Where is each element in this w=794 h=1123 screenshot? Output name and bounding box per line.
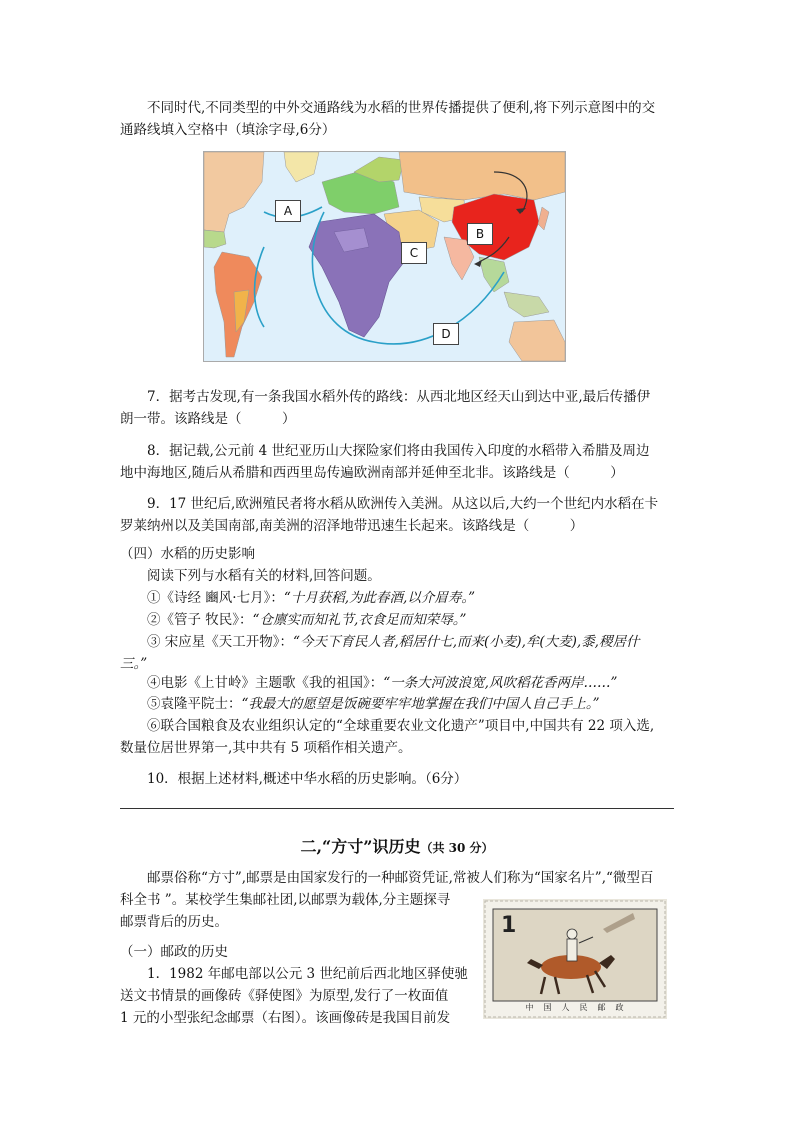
part4-intro: 阅读下列与水稻有关的材料,回答问题。 [147,568,381,584]
map-label-d: D [433,323,459,345]
material-3-label: ③ 宋应星《天工开物》： [147,634,294,650]
section2-title [0,834,794,857]
map-label-b: B [467,223,493,245]
section2-p1-line-2: 科全书 ”。某校学生集邮社团,以邮票为载体,分主题探寻 [120,892,451,908]
section2-p1-line-3: 邮票背后的历史。 [120,914,228,930]
rice-route-map [203,151,566,362]
section-divider [120,808,674,809]
map-label-a: A [275,200,301,222]
material-2 [147,609,677,631]
intro-line-1: 不同时代,不同类型的中外交通路线为水稻的世界传播提供了便利,将下列示意图中的交 [147,100,656,116]
q8-line-2: 地中海地区,随后从希腊和西西里岛传遍欧洲南部并延伸至北非。该路线是（ ） [120,465,624,481]
material-1-quote: “十月获稻,为此春酒,以介眉寿。” [283,590,475,606]
q1-line-1: 1．1982 年邮电部以公元 3 世纪前后西北地区驿使驰 [147,966,468,982]
world-map-graphic [204,152,565,361]
material-4 [147,672,677,694]
material-5-label: ⑤袁隆平院士： [147,696,242,712]
material-4-quote: “一条大河波浪宽,风吹稻花香两岸……” [383,675,618,691]
q1-line-3: 1 元的小型张纪念邮票（右图）。该画像砖是我国目前发 [120,1010,451,1026]
q9-line-1: 9．17 世纪后,欧洲殖民者将水稻从欧洲传入美洲。从这以后,大约一个世纪内水稻在卡 [147,496,659,512]
material-3-cont: 三。” [120,656,148,672]
material-3-quote: “今天下育民人者,稻居什七,而来(小麦),牟(大麦),黍,稷居什 [293,634,640,650]
material-3 [147,631,677,653]
stamp-denomination: 1 [501,913,517,938]
q7-line-2: 朗一带。该路线是（ ） [120,411,296,427]
q8-line-1: 8．据记载,公元前 4 世纪亚历山大探险家们将由我国传入印度的水稻带入希腊及周边 [147,443,650,459]
material-2-quote: “仓廪实而知礼节,衣食足而知荣辱。” [252,612,467,628]
q7-line-1: 7．据考古发现,有一条我国水稻外传的路线：从西北地区经天山到达中亚,最后传播伊 [147,389,651,405]
q1-line-2: 送文书情景的画像砖《驿使图》为原型,发行了一枚面值 [120,988,449,1004]
material-5-quote: “我最大的愿望是饭碗要牢牢地掌握在我们中国人自己手上。” [241,696,600,712]
q9-line-2: 罗莱纳州以及美国南部,南美洲的沼泽地带迅速生长起来。该路线是（ ） [120,518,584,534]
section2-p1-line-1: 邮票俗称“方寸”,邮票是由国家发行的一种邮资凭证,常被人们称为“国家名片”,“微型百 [147,870,654,886]
material-6-line-1: ⑥联合国粮食及农业组织认定的“全球重要农业文化遗产”项目中,中国共有 22 项入选, [147,718,655,734]
stamp-caption: 中 国 人 民 邮 政 [525,1003,625,1012]
section2-score: （共 30 分） [420,841,494,855]
material-6-line-2: 数量位居世界第一,其中共有 5 项稻作相关遗产。 [120,740,412,756]
q10: 10．根据上述材料,概述中华水稻的历史影响。（6分） [147,771,468,787]
material-4-label: ④电影《上甘岭》主题歌《我的祖国》： [147,675,384,691]
postal-history-heading: （一）邮政的历史 [120,944,228,960]
section2-title-text: 二,“方寸”识历史 [300,837,421,856]
courier-stamp-image [483,899,667,1019]
material-2-label: ②《管子 牧民》： [147,612,253,628]
material-1-label: ①《诗经 豳风·七月》： [147,590,284,606]
material-5 [147,693,677,715]
material-1 [147,587,677,609]
map-label-c: C [401,242,427,264]
part4-heading: （四）水稻的历史影响 [120,546,255,562]
intro-line-2: 通路线填入空格中（填涂字母,6分） [120,122,336,138]
